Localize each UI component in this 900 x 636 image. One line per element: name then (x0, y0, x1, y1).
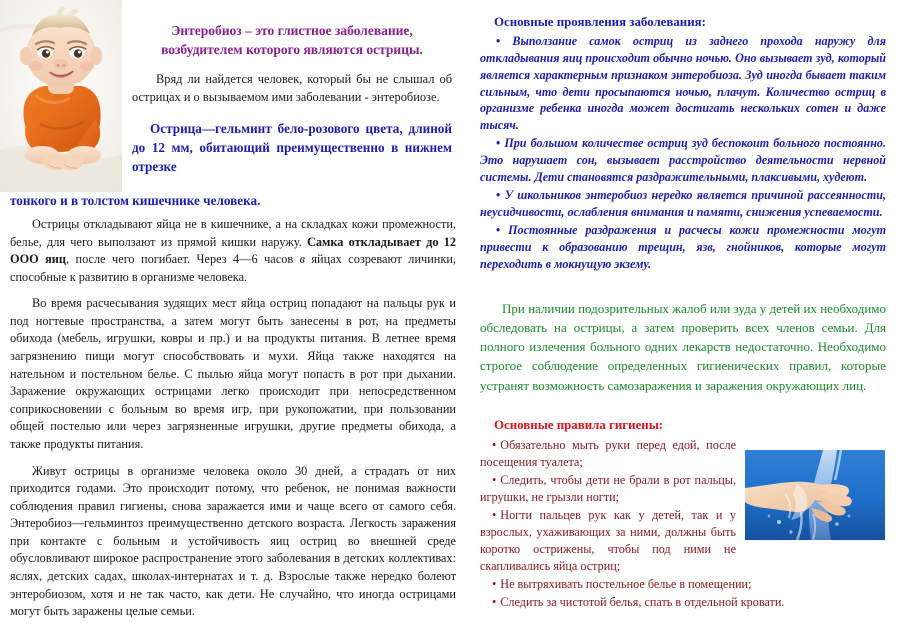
bullet-icon: • (496, 188, 505, 203)
text-run: , после чего погибает. Через 4—6 часов (65, 252, 300, 267)
symptoms-list (480, 33, 886, 273)
examination-advice-paragraph: При наличии подозрительных жалоб или зуда у детей их необходимо обследовать на острицы, а затем проверить всех членов семьи. Для полного излечения больного одних лекарств недостаточно. Необходимо строгое соблюдение определенных гигиенических правил, которые устранят возможность самозаражения и заражения окружающих лиц. (480, 300, 887, 393)
bullet-icon: • (492, 472, 497, 487)
page-title: Энтеробиоз – это глистное заболевание, возбудителем которого являются острицы. (161, 23, 423, 57)
symptom-item-4 (480, 222, 886, 273)
text-run: Самка откладывает до 12 ООО яиц (10, 234, 456, 267)
hygiene-rule-text: Ногти пальцев рук как у детей, так и у взрослых, ухаживающих за ними, должны быть коротко острижены, чтобы под ними не скапливались яйца остриц; (480, 507, 736, 574)
symptom-text: У школьников энтеробиоз нередко является причиной рассеянности, неусидчивости, ослабления внимания и памяти, снижения успеваемости. (480, 188, 886, 219)
symptom-item-2 (480, 135, 886, 186)
hygiene-rule-text: Не вытряхивать постельное белье в помещении; (500, 577, 752, 592)
text-run: в (299, 252, 305, 267)
hygiene-section (480, 437, 886, 613)
intro-paragraph: Вряд ли найдется человек, который бы не слышал об острицах и о вызываемом ими заболевании - энтеробиозе. (132, 72, 452, 104)
symptom-item-3 (480, 187, 886, 221)
symptom-text: При большом количестве остриц зуд беспокоит больного постоянно. Это нарушает сон, вызывает расстройство деятельности нервной системы. Дети становятся раздражительными, плаксивыми, худеют. (480, 136, 886, 185)
text-run: Во время расчесывания зудящих мест яйца остриц попадают на пальцы рук и под ногтевые пространства, а затем могут быть занесены в рот, на предметы обихода (мебель, игрушки, ковры и пр.) и на продукты питания. В летнее время загрязнению пищи могут способствовать и мухи. Яйца также находятся на нательном и постельном белье. С пылью яйца могут попасть в рот при дыхании. Заражение окружающих острицами легко происходит при непосредственном соприкосновении с больным во время игр, при рукопожатии, при пользовании общей постелью или через загрязненные игрушки, другие предметы обихода, а также продукты питания. (10, 296, 456, 451)
bullet-icon: • (496, 136, 505, 151)
hygiene-rule-text: Следить, чтобы дети не брали в рот пальцы, игрушки, не грызли ногти; (480, 472, 736, 504)
symptom-text: Выползание самок остриц из заднего прохода наружу для откладывания яиц происходит обычно ночью. Оно вызывает зуд, который является характерным признаком энтеробиоза. Зуд иногда бывает таким сильным, что дети просыпаются ночью, плачут. Количество остриц в организме ребенка иногда может достигать нескольких сотен и даже тысяч. (480, 33, 886, 133)
paragraph-eggs (10, 216, 456, 286)
hygiene-rule-text: Следить за чистотой белья, спать в отдельной кровати. (500, 595, 785, 610)
left-body-text (10, 216, 456, 630)
bullet-icon: • (496, 222, 509, 237)
text-run: Живут острицы в организме человека около 30 дней, а страдать от них приходится годами. Это происходит потому, что ребенок, не понимая важности соблюдения правил гигиены, снова заражается ими и чаще всего от самого себя. Энтеробиоз—гельминтоз преимущественно детского возраста. Легкость заражения при контакте с больным и устойчивость яиц остриц во внешней среде обусловливают широкое распространение этого заболевания в детских коллективах: яслях, детских садах, школах-интернатах и т. д. Взрослые также нередко болеют энтеробиозом, хотя и не так часто, как дети. Не случайно, что иногда острицами могут быть заражены целые семьи. (10, 463, 456, 619)
text-run: Острицы откладывают яйца не в кишечнике, а на складках кожи промежности, белье, для чего выползают из прямой кишки наружу. (10, 217, 456, 249)
pinworm-definition-tail: тонкого и в толстом кишечнике человека. (10, 193, 261, 208)
paragraph-lifespan (10, 463, 456, 621)
bullet-icon: • (492, 437, 497, 452)
title-block (132, 22, 452, 177)
symptom-text: Постоянные раздражения и расчесы кожи промежности могут привести к образованию трещин, язв, гнойников, которые могут переходить в мокнущую экзему. (480, 222, 886, 271)
hygiene-rule-4 (480, 576, 886, 593)
baby-illustration (0, 0, 122, 192)
paragraph-transmission (10, 295, 456, 453)
right-column (466, 0, 900, 636)
hygiene-rule-text: Обязательно мыть руки перед едой, после посещения туалета; (480, 437, 736, 469)
bullet-icon: • (492, 577, 497, 592)
pinworm-definition-lead: Острица—гельминт бело-розового цвета, длиной до 12 мм, обитающий преимущественно в нижнем отрезке (132, 121, 452, 174)
hygiene-heading: Основные правила гигиены: (494, 417, 664, 432)
bullet-icon: • (492, 507, 497, 522)
hygiene-rule-5 (480, 594, 886, 611)
smiling-baby-photo (0, 0, 122, 192)
text-run: яйцах созревают личинки, способные к развитию в организме человека. (10, 252, 456, 284)
symptom-item-1 (480, 33, 886, 135)
bullet-icon: • (492, 595, 497, 610)
symptoms-heading: Основные проявления заболевания: (494, 15, 706, 29)
washing-hands-photo (744, 449, 886, 541)
bullet-icon: • (496, 33, 513, 48)
hand-under-water-illustration (745, 450, 885, 540)
